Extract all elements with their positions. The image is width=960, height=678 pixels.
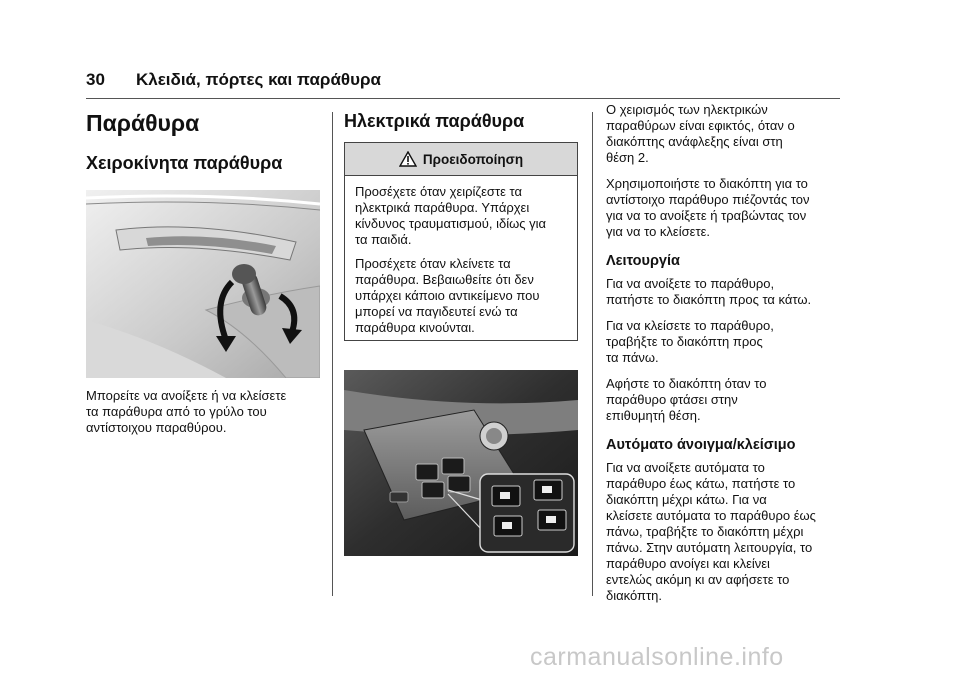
text-line: Για να ανοίξετε αυτόματα το — [606, 460, 765, 475]
text-line: Ο χειρισμός των ηλεκτρικών — [606, 102, 768, 117]
column-power-windows-operation — [606, 102, 842, 604]
text-line: τα πάνω. — [606, 350, 659, 365]
text-line: παράθυρα κινούνται. — [355, 320, 475, 335]
text-line: Προσέχετε όταν κλείνετε τα — [355, 256, 511, 271]
usage-paragraph — [606, 176, 842, 240]
text-line: μπορεί να παγιδευτεί ενώ τα — [355, 304, 518, 319]
text-line: πάνω, τραβήξτε το διακόπτη μέχρι — [606, 524, 804, 539]
text-line: Προσέχετε όταν χειρίζεστε τα — [355, 184, 522, 199]
text-line: παράθυρο φτάσει στην — [606, 392, 738, 407]
text-line: για να το κλείσετε. — [606, 224, 710, 239]
text-line: θέση 2. — [606, 150, 649, 165]
text-line: υπάρχει κάποιο αντικείμενο που — [355, 288, 540, 303]
text-line: παράθυρο ανοίγει και κλείνει — [606, 556, 770, 571]
chapter-title: Κλειδιά, πόρτες και παράθυρα — [136, 70, 381, 89]
text-line: πατήστε το διακόπτη προς τα κάτω. — [606, 292, 812, 307]
close-paragraph — [606, 318, 842, 366]
page-number: 30 — [86, 70, 105, 89]
text-line: τα παράθυρα από το γρύλο του — [86, 404, 267, 419]
header-rule — [86, 98, 840, 99]
text-line: Για να κλείσετε το παράθυρο, — [606, 318, 774, 333]
text-line: εντελώς ακόμη κι αν αφήσετε το — [606, 572, 790, 587]
manual-windows-paragraph — [86, 388, 320, 436]
text-line: κλείσετε αυτόματα το παράθυρο έως — [606, 508, 816, 523]
text-line: Χρησιμοποιήστε το διακόπτη για το — [606, 176, 808, 191]
text-line: επιθυμητή θέση. — [606, 408, 701, 423]
section-title-power-windows: Ηλεκτρικά παράθυρα — [344, 111, 525, 131]
warning-paragraph-2 — [355, 256, 567, 336]
warning-body — [345, 176, 577, 336]
text-line: για να το ανοίξετε ή τραβώντας τον — [606, 208, 807, 223]
section-title-windows: Παράθυρα — [86, 110, 200, 136]
text-line: διακόπτη μέχρι κάτω. Για να — [606, 492, 767, 507]
column-divider-1 — [332, 112, 333, 596]
text-line: παράθυρα. Βεβαιωθείτε ότι δεν — [355, 272, 534, 287]
warning-box — [344, 142, 578, 341]
page-header — [86, 70, 840, 100]
text-line: διακόπτη. — [606, 588, 662, 603]
auto-heading: Αυτόματο άνοιγμα/κλείσιμο — [606, 437, 796, 453]
text-line: Μπορείτε να ανοίξετε ή να κλείσετε — [86, 388, 287, 403]
release-paragraph — [606, 376, 842, 424]
auto-paragraph — [606, 460, 842, 604]
column-power-windows — [344, 110, 580, 132]
warning-title: Προειδοποίηση — [422, 151, 524, 167]
text-line: αντίστοιχο παράθυρο πιέζοντάς τον — [606, 192, 810, 207]
warning-header — [345, 143, 577, 176]
intro-paragraph — [606, 102, 842, 166]
watermark: carmanualsonline.info — [530, 643, 784, 671]
text-line: πάνω. Στην αυτόματη λειτουργία, το — [606, 540, 813, 555]
column-divider-2 — [592, 112, 593, 596]
power-window-switch-photo — [344, 370, 578, 556]
subsection-title-manual-windows: Χειροκίνητα παράθυρα — [86, 153, 283, 173]
text-line: ηλεκτρικά παράθυρα. Υπάρχει — [355, 200, 530, 215]
column-manual-windows — [86, 110, 320, 436]
door-panel-crank-drawing — [86, 190, 320, 378]
warning-icon — [399, 151, 417, 167]
text-line: αντίστοιχου παραθύρου. — [86, 420, 227, 435]
text-line: Για να ανοίξετε το παράθυρο, — [606, 276, 775, 291]
power-window-switch-drawing — [344, 370, 578, 556]
text-line: παράθυρο έως κάτω, πατήστε το — [606, 476, 796, 491]
text-line: τα παιδιά. — [355, 232, 412, 247]
text-line: Αφήστε το διακόπτη όταν το — [606, 376, 767, 391]
operation-heading: Λειτουργία — [606, 253, 680, 269]
text-line: τραβήξτε το διακόπτη προς — [606, 334, 763, 349]
warning-paragraph-1 — [355, 184, 567, 248]
text-line: παραθύρων είναι εφικτός, όταν ο — [606, 118, 795, 133]
open-paragraph — [606, 276, 842, 308]
text-line: κίνδυνος τραυματισμού, ιδίως για — [355, 216, 547, 231]
manual-window-crank-illustration — [86, 190, 320, 378]
text-line: διακόπτης ανάφλεξης είναι στη — [606, 134, 783, 149]
